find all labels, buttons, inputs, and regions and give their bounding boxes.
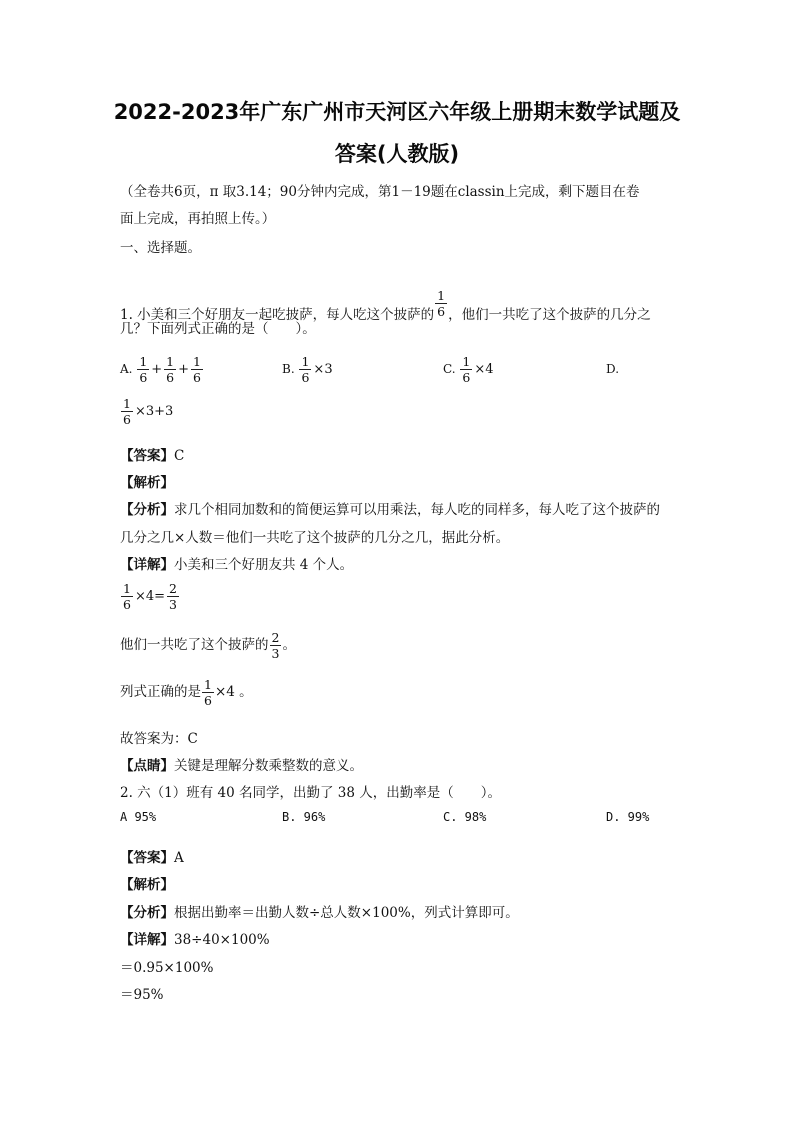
result-text: 他们一共吃了这个披萨的 <box>120 637 269 653</box>
q1-stem-part-b: ，他们一共吃了这个披萨的几分之 <box>448 307 651 323</box>
fraction-numerator: 1 <box>301 354 310 369</box>
q2-option-c[interactable]: C. 98% <box>443 810 487 824</box>
q2-xiangjie <box>120 928 270 948</box>
fraction-denominator: 6 <box>139 370 148 385</box>
q2-step2: ＝95% <box>120 987 164 1003</box>
analysis-tag: 【解析】 <box>120 475 174 491</box>
fraction-numerator: 1 <box>139 354 148 369</box>
fraction <box>164 354 176 385</box>
intro-line2: 面上完成，再拍照上传。） <box>120 211 276 227</box>
q1-fenxi-line2: 几分之几×人数＝他们一共吃了这个披萨的几分之几，据此分析。 <box>120 530 510 546</box>
xiangjie-text: 小美和三个好朋友共 4 个人。 <box>174 557 354 573</box>
fraction <box>270 630 282 661</box>
q2-option-a[interactable]: A 95% <box>120 810 157 824</box>
result-end: 。 <box>282 637 296 653</box>
q1-stem-line2: 几？下面列式正确的是（ ）。 <box>120 321 316 337</box>
answer-tag: 【答案】 <box>120 448 174 464</box>
fraction-denominator: 6 <box>166 370 175 385</box>
q1-calculation <box>120 581 180 612</box>
xiangjie-text: 38÷40×100% <box>174 932 270 948</box>
fraction-numerator: 2 <box>169 581 177 596</box>
fraction-denominator: 3 <box>271 646 280 661</box>
q1-answer <box>120 444 184 464</box>
option-label: A. <box>120 362 133 376</box>
fraction <box>191 354 203 385</box>
dianjing-tag: 【点睛】 <box>120 758 174 774</box>
dianjing-text: 关键是理解分数乘整数的意义。 <box>174 758 363 774</box>
option-label: B. <box>282 362 295 376</box>
fraction <box>202 677 214 708</box>
intro-line1: （全卷共6页，π 取3.14；90分钟内完成，第1－19题在classin上完成，剩下题目在卷 <box>120 184 640 200</box>
fraction-denominator: 6 <box>193 370 201 385</box>
q1-final-answer: 故答案为：C <box>120 731 198 747</box>
q1-dianjing <box>120 754 363 774</box>
q1-option-d[interactable] <box>120 396 174 427</box>
fraction-numerator: 1 <box>123 396 131 411</box>
q1-xiangjie <box>120 553 353 573</box>
option-expression: ×3+3 <box>134 404 174 419</box>
q2-option-b[interactable]: B. 96% <box>282 810 326 824</box>
option-expression: ×4 <box>474 362 494 377</box>
fraction-denominator: 3 <box>169 597 177 612</box>
analysis-tag: 【解析】 <box>120 877 174 893</box>
fenxi-tag: 【分析】 <box>120 502 174 518</box>
q2-fenxi <box>120 901 519 921</box>
q1-fenxi-line1 <box>120 498 660 518</box>
xiangjie-tag: 【详解】 <box>120 557 174 573</box>
q1-option-d-label[interactable]: D. <box>606 362 620 376</box>
answer-tag: 【答案】 <box>120 850 174 866</box>
fraction-denominator: 6 <box>437 304 446 319</box>
section-heading-choice: 一、选择题。 <box>120 240 201 256</box>
fraction <box>299 354 311 385</box>
q2-stem: 2. 六（1）班有 40 名同学，出勤了 38 人，出勤率是（ ）。 <box>120 785 502 801</box>
q1-stem-fraction <box>435 288 447 319</box>
xiangjie-tag: 【详解】 <box>120 932 174 948</box>
option-expression: ×3 <box>313 362 333 377</box>
fraction-denominator: 6 <box>123 597 131 612</box>
q1-result <box>120 630 296 661</box>
fenxi-text: 求几个相同加数和的简便运算可以用乘法，每人吃的同样多，每人吃了这个披萨的 <box>174 502 660 518</box>
plus-sign: + <box>151 362 163 377</box>
fraction-numerator: 1 <box>166 354 175 369</box>
q2-option-d[interactable]: D. 99% <box>606 810 650 824</box>
fraction-numerator: 1 <box>123 581 131 596</box>
fraction-numerator: 2 <box>271 630 280 645</box>
fraction-numerator: 1 <box>193 354 201 369</box>
fraction-numerator: 1 <box>204 677 212 692</box>
q2-analysis-tag <box>120 873 174 893</box>
fraction-denominator: 6 <box>204 693 212 708</box>
fraction-denominator: 6 <box>123 412 131 427</box>
q2-answer <box>120 846 184 866</box>
q1-stem-part-a: 1. 小美和三个好朋友一起吃披萨，每人吃这个披萨的 <box>120 307 435 323</box>
q1-option-c[interactable] <box>443 354 495 385</box>
q1-formula <box>120 677 253 708</box>
fraction-numerator: 1 <box>437 288 446 303</box>
fraction <box>137 354 149 385</box>
q1-option-a[interactable] <box>120 354 204 385</box>
fraction-denominator: 6 <box>462 370 471 385</box>
fraction <box>121 581 133 612</box>
q1-options <box>120 344 680 384</box>
formula-end: ×4 。 <box>214 684 253 700</box>
calc-operator: ×4= <box>134 589 166 604</box>
q2-step1: ＝0.95×100% <box>120 960 214 976</box>
page-title-line1: 2022-2023年广东广州市天河区六年级上册期末数学试题及 <box>113 100 681 124</box>
page-title-line2: 答案(人教版) <box>334 142 460 166</box>
fraction <box>121 396 133 427</box>
fraction <box>167 581 179 612</box>
answer-value: C <box>174 448 185 464</box>
answer-value: A <box>174 850 184 866</box>
fraction-denominator: 6 <box>301 370 310 385</box>
q2-options <box>120 810 680 830</box>
q1-option-b[interactable] <box>282 354 334 385</box>
fraction-numerator: 1 <box>462 354 471 369</box>
fenxi-text: 根据出勤率＝出勤人数÷总人数×100%，列式计算即可。 <box>174 905 519 921</box>
plus-sign: + <box>178 362 190 377</box>
q1-analysis-tag <box>120 471 174 491</box>
formula-text: 列式正确的是 <box>120 684 201 700</box>
fenxi-tag: 【分析】 <box>120 905 174 921</box>
fraction <box>460 354 472 385</box>
option-label: C. <box>443 362 456 376</box>
